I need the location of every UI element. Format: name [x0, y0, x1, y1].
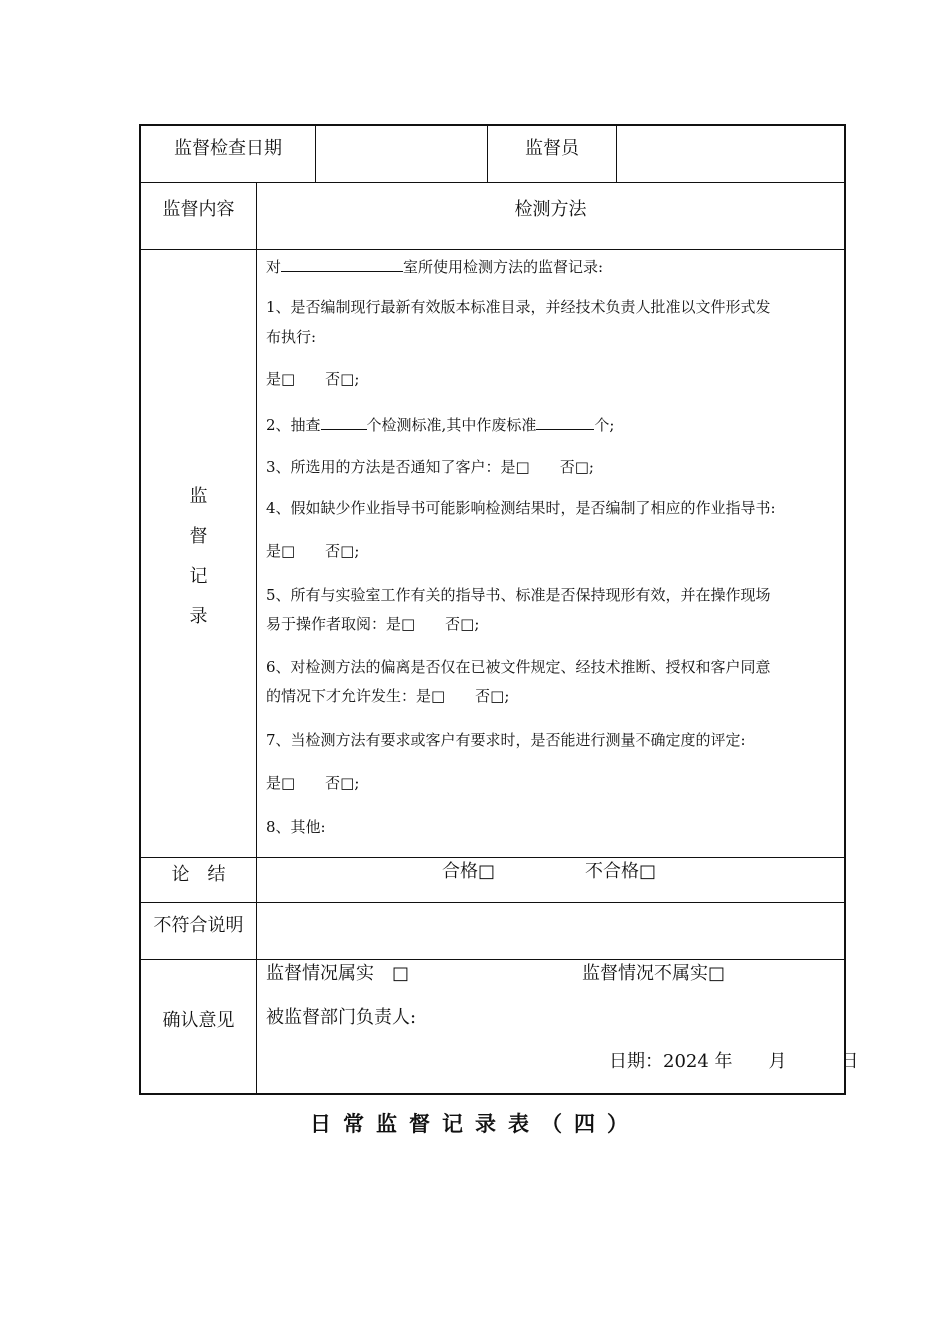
record-side-char: 记 [189, 566, 208, 587]
confirm-date-line[interactable]: 日期：2024 年 月 日 [609, 1051, 859, 1072]
nonconformity-field[interactable] [257, 903, 844, 959]
question-1-answer[interactable]: 是□ 否□; [266, 370, 360, 388]
supervisor-label: 监督员 [525, 138, 579, 159]
record-side-label [141, 477, 256, 637]
record-side-char: 录 [189, 606, 208, 627]
sample-count-blank[interactable] [321, 413, 367, 430]
record-intro [266, 255, 603, 277]
form-title: 日常监督记录表（四） [310, 1111, 640, 1136]
date-label: 监督检查日期 [174, 138, 282, 159]
lab-name-blank[interactable] [281, 255, 403, 272]
question-2 [266, 413, 614, 435]
content-label: 监督内容 [162, 199, 235, 220]
confirm-true-option[interactable]: 监督情况属实 □ [266, 963, 410, 984]
record-side-char: 监 [189, 486, 208, 507]
row-divider [141, 249, 844, 250]
question-6-line-2[interactable]: 的情况下才允许发生：是□ 否□; [266, 687, 510, 705]
conclusion-pass-option[interactable]: 合格□ [442, 861, 496, 882]
date-field[interactable] [316, 126, 487, 182]
question-7-line-1: 7、当检测方法有要求或客户有要求时，是否能进行测量不确定度的评定: [266, 731, 746, 749]
question-4-answer[interactable]: 是□ 否□; [266, 542, 360, 560]
question-7-answer[interactable]: 是□ 否□; [266, 774, 360, 792]
question-1-line-2: 布执行: [266, 328, 317, 346]
obsolete-count-blank[interactable] [536, 413, 594, 430]
confirm-label: 确认意见 [162, 1010, 235, 1031]
record-side-char: 督 [189, 526, 208, 547]
question-6-line-1: 6、对检测方法的偏离是否仅在已被文件规定、经技术推断、授权和客户同意 [266, 658, 771, 676]
question-5-line-1: 5、所有与实验室工作有关的指导书、标准是否保持现形有效，并在操作现场 [266, 586, 771, 604]
question-4-line-1: 4、假如缺少作业指导书可能影响检测结果时，是否编制了相应的作业指导书: [266, 499, 776, 517]
q2-part-a: 2、抽查 [266, 416, 321, 434]
question-8: 8、其他: [266, 818, 326, 836]
supervisor-field[interactable] [617, 126, 844, 182]
question-5-line-2[interactable]: 易于操作者取阅：是□ 否□; [266, 615, 480, 633]
question-1-line-1: 1、是否编制现行最新有效版本标准目录，并经技术负责人批准以文件形式发 [266, 298, 771, 316]
question-3[interactable]: 3、所选用的方法是否通知了客户：是□ 否□; [266, 458, 594, 476]
conclusion-label: 论 结 [171, 864, 226, 885]
dept-head-signature[interactable]: 被监督部门负责人: [266, 1007, 417, 1028]
q2-part-b: 个检测标准,其中作废标准 [366, 416, 537, 434]
q2-part-c: 个; [594, 416, 615, 434]
confirm-false-option[interactable]: 监督情况不属实□ [582, 963, 726, 984]
intro-suffix: 室所使用检测方法的监督记录: [403, 258, 604, 276]
nonconformity-label: 不符合说明 [153, 915, 244, 936]
conclusion-fail-option[interactable]: 不合格□ [585, 861, 657, 882]
intro-prefix: 对 [266, 258, 282, 276]
content-value: 检测方法 [514, 199, 587, 220]
